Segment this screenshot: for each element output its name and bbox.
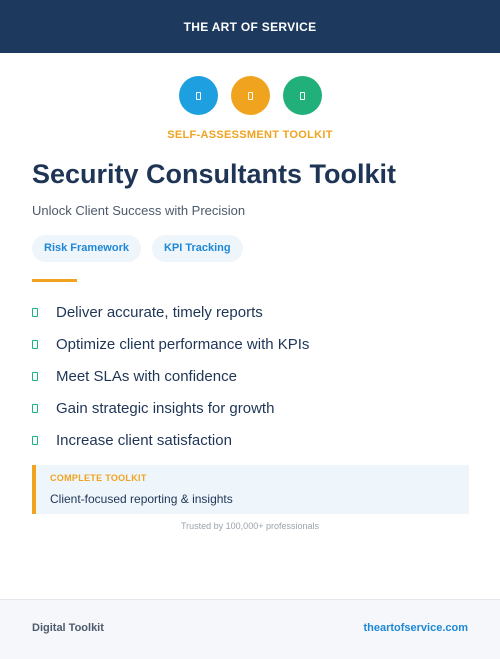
website-link[interactable]: theartofservice.com: [363, 622, 468, 634]
trust-line: Trusted by 100,000+ professionals: [180, 521, 319, 531]
benefit-text: Optimize client performance with KPIs: [56, 335, 310, 353]
subtitle: Unlock Client Success with Precision: [32, 203, 246, 218]
square-glyph-icon: [196, 92, 201, 100]
footer: [0, 599, 500, 659]
tag-kpi-tracking: KPI Tracking: [152, 235, 243, 262]
list-item: [32, 360, 309, 392]
green-circle-icon: [283, 76, 322, 115]
benefit-text: Increase client satisfaction: [56, 431, 232, 449]
benefit-text: Deliver accurate, timely reports: [56, 303, 263, 321]
square-glyph-icon: [248, 92, 253, 100]
list-item: [32, 392, 309, 424]
tag-risk-framework: Risk Framework: [32, 235, 141, 262]
page-title: Security Consultants Toolkit: [32, 159, 397, 189]
list-item: [32, 328, 309, 360]
blue-circle-icon: [179, 76, 218, 115]
check-icon: [32, 404, 38, 413]
accent-divider: [32, 279, 77, 282]
callout-box: [32, 465, 469, 514]
icon-row: [0, 76, 500, 115]
square-glyph-icon: [300, 92, 305, 100]
brand-name: THE ART OF SERVICE: [183, 19, 317, 34]
header-bar: [0, 0, 500, 53]
check-icon: [32, 372, 38, 381]
orange-circle-icon: [231, 76, 270, 115]
check-icon: [32, 340, 38, 349]
check-icon: [32, 436, 38, 445]
callout-label: COMPLETE TOOLKIT: [50, 473, 147, 483]
list-item: [32, 424, 309, 456]
eyebrow-label: SELF-ASSESSMENT TOOLKIT: [167, 129, 333, 141]
benefit-text: Meet SLAs with confidence: [56, 367, 237, 385]
list-item: [32, 296, 309, 328]
tag-list: [32, 235, 243, 262]
footer-label: Digital Toolkit: [32, 622, 104, 634]
check-icon: [32, 308, 38, 317]
benefit-list: [32, 296, 309, 456]
benefit-text: Gain strategic insights for growth: [56, 399, 275, 417]
callout-text: Client-focused reporting & insights: [50, 492, 233, 506]
